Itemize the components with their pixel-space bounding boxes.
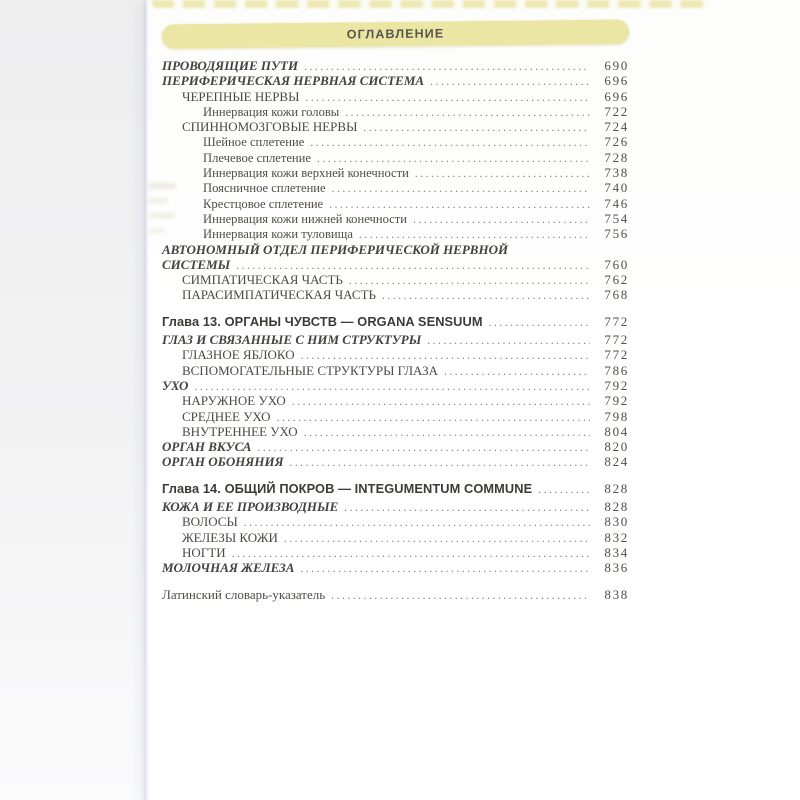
toc-entry-page-number: 832: [604, 529, 629, 545]
toc-entry-label: СРЕДНЕЕ УХО: [182, 408, 271, 424]
toc-entry-label: СПИННОМОЗГОВЫЕ НЕРВЫ: [182, 119, 358, 135]
toc-entry-label: Латинский словарь-указатель: [162, 586, 326, 602]
dot-leader: [305, 91, 590, 106]
toc-entry-label: АВТОНОМНЫЙ ОТДЕЛ ПЕРИФЕРИЧЕСКОЙ НЕРВНОЙ: [162, 241, 509, 257]
toc-entry-label: ПЕРИФЕРИЧЕСКАЯ НЕРВНАЯ СИСТЕМА: [162, 73, 425, 89]
toc-entry: [162, 58, 629, 73]
dot-leader: [317, 152, 590, 167]
toc-entry: [162, 378, 629, 393]
toc-entry-page-number: 834: [604, 544, 629, 560]
dot-leader: [292, 395, 590, 410]
dot-leader: [310, 136, 590, 151]
toc-entry-label: ОРГАН ВКУСА: [162, 439, 252, 455]
toc-entry: [162, 499, 629, 514]
toc-entry: [162, 287, 629, 302]
toc-entry-page-number: 738: [604, 165, 629, 181]
dot-leader: [349, 274, 590, 289]
toc-entry-page-number: 792: [604, 377, 629, 393]
toc-entry-label: Иннервация кожи головы: [203, 104, 340, 119]
dot-leader: [345, 106, 590, 121]
dot-leader: [538, 483, 590, 498]
toc-entry: [162, 409, 629, 424]
dot-leader: [444, 365, 590, 380]
toc-entry-page-number: 772: [604, 332, 629, 348]
toc-entry-label: ВСПОМОГАТЕЛЬНЫЕ СТРУКТУРЫ ГЛАЗА: [182, 362, 438, 378]
toc-entry-label: СИСТЕМЫ: [162, 256, 231, 272]
toc-entry: [162, 332, 629, 347]
toc-header-banner: [162, 20, 629, 49]
toc-entry-page-number: 728: [604, 149, 629, 165]
toc-entry-label: Иннервация кожи туловища: [203, 227, 353, 242]
dot-leader: [427, 334, 590, 349]
toc-entry: [162, 242, 629, 257]
toc-entry-page-number: 798: [604, 408, 629, 424]
toc-entry-page-number: 696: [604, 88, 629, 104]
toc-entry: [162, 165, 629, 180]
dot-leader: [331, 589, 590, 604]
toc-entry-page-number: 762: [604, 272, 629, 288]
dot-leader: [332, 182, 590, 197]
toc-entry: [162, 545, 629, 560]
toc-entry-label: ВНУТРЕННЕЕ УХО: [182, 423, 298, 439]
toc-entry: [162, 587, 629, 602]
toc-entry: [162, 530, 629, 545]
toc-entry: [162, 454, 629, 469]
toc-entry-page-number: 828: [604, 480, 629, 496]
toc-entry-page-number: 768: [604, 287, 629, 303]
toc-entry-label: ПАРАСИМПАТИЧЕСКАЯ ЧАСТЬ: [182, 287, 376, 303]
dot-leader: [300, 562, 590, 577]
toc-entry: [162, 150, 629, 165]
toc-entry-page-number: 760: [604, 256, 629, 272]
toc-entry-label: ПРОВОДЯЩИЕ ПУТИ: [162, 58, 299, 73]
toc-entry: [162, 226, 629, 241]
dot-leader: [290, 456, 590, 471]
toc-entry: [162, 257, 629, 272]
toc-entry: [162, 439, 629, 454]
dot-leader: [284, 532, 590, 547]
toc-entry-label: КОЖА И ЕЕ ПРОИЗВОДНЫЕ: [162, 499, 339, 515]
toc-entry-page-number: 786: [604, 362, 629, 378]
toc-entry-label: НОГТИ: [182, 544, 226, 560]
dot-leader: [415, 167, 590, 182]
toc-entry: [162, 363, 629, 378]
toc-entry-label: МОЛОЧНАЯ ЖЕЛЕЗА: [162, 560, 295, 576]
toc-entry-page-number: 836: [604, 560, 629, 576]
toc-entry-page-number: 820: [604, 439, 629, 455]
toc-entry-label: Шейное сплетение: [203, 135, 305, 150]
toc-entry: [162, 560, 629, 575]
toc-entry: [162, 119, 629, 134]
toc-entry-page-number: 772: [604, 313, 629, 329]
toc-entry-page-number: 838: [604, 586, 629, 602]
toc-entry: [162, 514, 629, 529]
toc-entry-page-number: 696: [604, 73, 629, 89]
toc-entry-page-number: 828: [604, 499, 629, 515]
toc-entry: [162, 89, 629, 104]
toc-entry-page-number: 830: [604, 514, 629, 530]
toc-list: [162, 58, 629, 602]
toc-entry: [162, 481, 629, 496]
dot-leader: [304, 426, 590, 441]
dot-leader: [430, 75, 590, 90]
toc-entry: [162, 73, 629, 88]
dot-leader: [363, 121, 590, 136]
dot-leader: [344, 501, 590, 516]
toc-entry-page-number: 740: [604, 180, 629, 196]
book-page: [146, 0, 800, 800]
toc-entry-page-number: 746: [604, 195, 629, 211]
dot-leader: [277, 411, 590, 426]
toc-entry-label: ОРГАН ОБОНЯНИЯ: [162, 454, 284, 470]
toc-entry-page-number: 792: [604, 393, 629, 409]
page-top-edge-artifact: [152, 0, 708, 8]
toc-entry-label: Плечевое сплетение: [203, 150, 311, 165]
toc-entry: [162, 272, 629, 287]
toc-entry-page-number: 722: [604, 103, 629, 119]
toc-entry-label: Иннервация кожи верхней конечности: [203, 166, 409, 181]
page-title: ОГЛАВЛЕНИЕ: [346, 26, 445, 42]
toc-entry-label: Крестцовое сплетение: [203, 196, 324, 211]
toc-entry-label: Глава 13. ОРГАНЫ ЧУВСТВ — ORGANA SENSUUM: [162, 313, 483, 329]
toc-entry-page-number: 724: [604, 119, 629, 135]
toc-entry: [162, 134, 629, 149]
toc-entry: [162, 314, 629, 329]
toc-entry-label: Иннервация кожи нижней конечности: [203, 211, 408, 226]
toc-entry-label: Поясничное сплетение: [203, 181, 326, 196]
toc-entry-label: ВОЛОСЫ: [182, 514, 238, 530]
dot-leader: [329, 198, 590, 213]
dot-leader: [413, 213, 590, 228]
toc-entry-label: ЖЕЛЕЗЫ КОЖИ: [182, 529, 278, 545]
toc-entry-label: ЧЕРЕПНЫЕ НЕРВЫ: [182, 88, 300, 104]
toc-entry-label: НАРУЖНОЕ УХО: [182, 393, 286, 409]
toc-entry-label: ГЛАЗНОЕ ЯБЛОКО: [182, 347, 295, 363]
dot-leader: [489, 316, 590, 331]
toc-entry: [162, 347, 629, 362]
toc-entry-page-number: 756: [604, 226, 629, 242]
toc-entry: [162, 196, 629, 211]
toc-entry: [162, 211, 629, 226]
toc-entry: [162, 424, 629, 439]
dot-leader: [257, 441, 590, 456]
toc-entry-page-number: 754: [604, 210, 629, 226]
toc-entry-label: УХО: [162, 377, 189, 393]
toc-entry-page-number: 726: [604, 134, 629, 150]
toc-entry-label: ГЛАЗ И СВЯЗАННЫЕ С НИМ СТРУКТУРЫ: [162, 332, 422, 348]
toc-entry-page-number: 772: [604, 347, 629, 363]
toc-entry-label: СИМПАТИЧЕСКАЯ ЧАСТЬ: [182, 272, 343, 288]
toc-entry-page-number: 690: [604, 58, 629, 73]
dot-leader: [382, 289, 590, 304]
toc-entry: [162, 180, 629, 195]
toc-entry-page-number: 824: [604, 454, 629, 470]
toc-entry: [162, 104, 629, 119]
toc-entry-page-number: 804: [604, 423, 629, 439]
toc-entry: [162, 393, 629, 408]
toc-entry-label: Глава 14. ОБЩИЙ ПОКРОВ — INTEGUMENTUM COMMUNE: [162, 480, 533, 496]
dot-leader: [244, 516, 590, 531]
